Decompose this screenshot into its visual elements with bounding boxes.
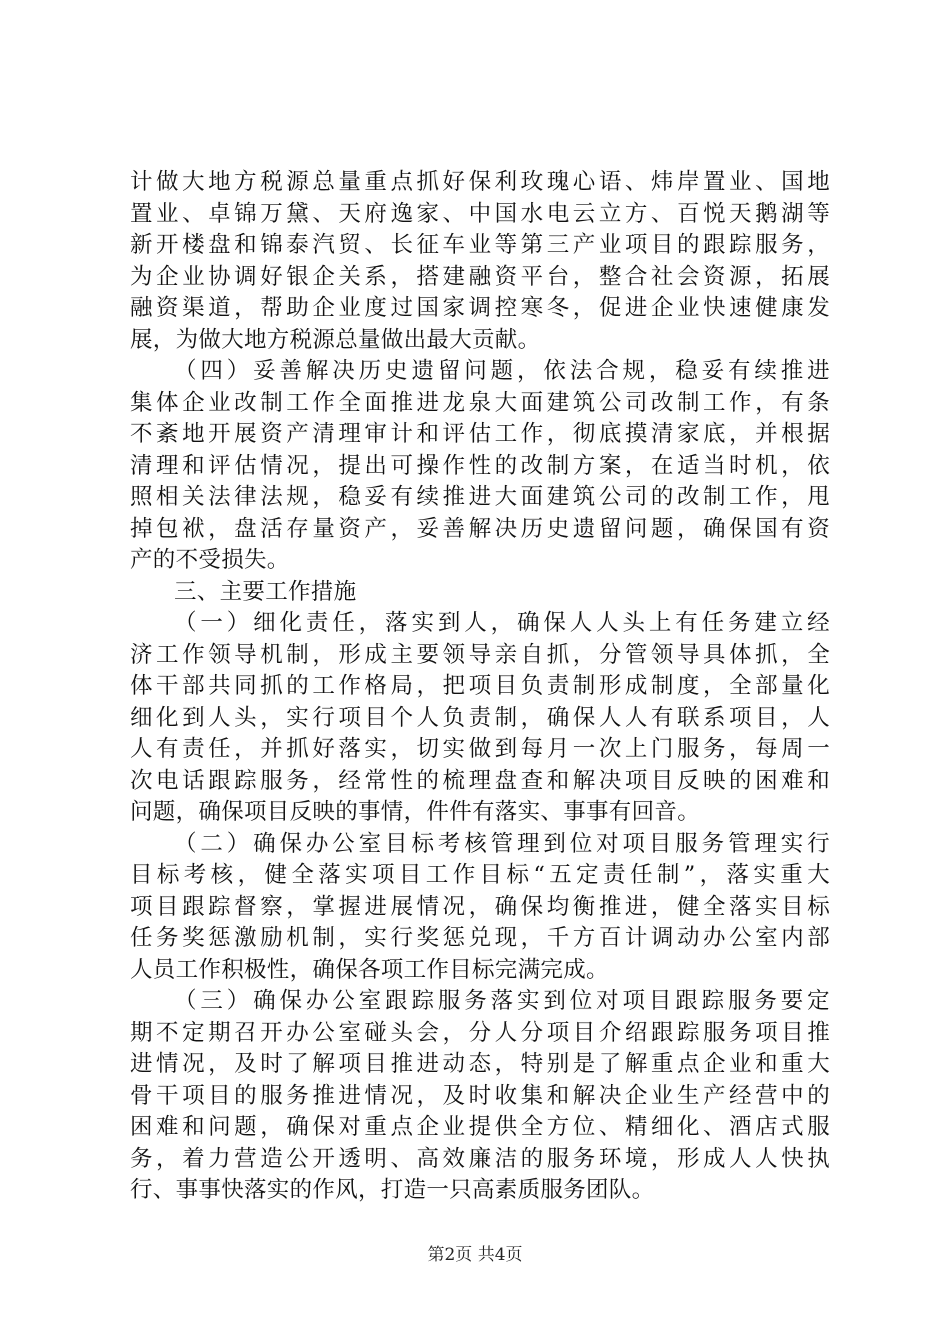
text-line: 置业、卓锦万黛、天府逸家、中国水电云立方、百悦天鹅湖等	[130, 200, 830, 227]
paragraph	[130, 356, 830, 577]
text-line: 融资渠道，帮助企业度过国家调控寒冬，促进企业快速健康发	[130, 295, 830, 321]
text-line: 项目跟踪督察，掌握进展情况，确保均衡推进，健全落实目标	[130, 893, 830, 920]
text-line: （四）妥善解决历史遗留问题，依法合规，稳妥有续推进	[174, 358, 830, 384]
text-line: 集体企业改制工作全面推进龙泉大面建筑公司改制工作，有条	[130, 389, 830, 416]
paragraph	[130, 608, 830, 829]
text-line: 三、主要工作措施	[174, 578, 357, 605]
paragraph	[130, 829, 830, 987]
text-line: 期不定期召开办公室碰头会，分人分项目介绍跟踪服务项目推	[130, 1019, 830, 1046]
text-line: （二）确保办公室目标考核管理到位对项目服务管理实行	[174, 830, 830, 857]
text-line: 目标考核，健全落实项目工作目标“五定责任制”，落实重大	[130, 862, 830, 888]
text-line: 任务奖惩激励机制，实行奖惩兑现，千方百计调动办公室内部	[130, 925, 830, 951]
text-line: 人员工作积极性，确保各项工作目标完满完成。	[130, 956, 609, 983]
text-line: 为企业协调好银企关系，搭建融资平台，整合社会资源，拓展	[130, 263, 830, 290]
text-line: 细化到人头，实行项目个人负责制，确保人人有联系项目，人	[130, 704, 830, 731]
text-line: （一）细化责任，落实到人，确保人人头上有任务建立经	[174, 610, 830, 636]
text-line: 清理和评估情况，提出可操作性的改制方案，在适当时机，依	[130, 452, 830, 479]
text-line: 新开楼盘和锦泰汽贸、长征车业等第三产业项目的跟踪服务，	[130, 232, 830, 258]
paragraph	[130, 167, 830, 356]
section-heading	[130, 577, 830, 609]
text-line: 展，为做大地方税源总量做出最大贡献。	[130, 326, 541, 353]
text-line: 务，着力营造公开透明、高效廉洁的服务环境，形成人人快执	[130, 1145, 830, 1172]
page-number-footer: 第2页 共4页	[427, 1245, 523, 1265]
text-line: 问题，确保项目反映的事情，件件有落实、事事有回音。	[130, 799, 701, 825]
text-line: 体干部共同抓的工作格局，把项目负责制形成制度，全部量化	[130, 673, 830, 699]
text-line: 产的不受损失。	[130, 547, 290, 573]
text-line: 济工作领导机制，形成主要领导亲自抓，分管领导具体抓，全	[130, 641, 830, 668]
text-line: 掉包袱，盘活存量资产，妥善解决历史遗留问题，确保国有资	[130, 515, 830, 542]
text-line: 次电话跟踪服务，经常性的梳理盘查和解决项目反映的困难和	[130, 767, 830, 794]
text-line: 困难和问题，确保对重点企业提供全方位、精细化、酒店式服	[130, 1114, 830, 1140]
text-line: 不紊地开展资产清理审计和评估工作，彻底摸清家底，并根据	[130, 421, 830, 447]
text-line: 照相关法律法规，稳妥有续推进大面建筑公司的改制工作，甩	[130, 484, 830, 510]
text-line: 人有责任，并抓好落实，切实做到每月一次上门服务，每周一	[130, 736, 830, 762]
paragraph	[130, 986, 830, 1207]
text-line: （三）确保办公室跟踪服务落实到位对项目跟踪服务要定	[174, 988, 830, 1014]
text-line: 骨干项目的服务推进情况，及时收集和解决企业生产经营中的	[130, 1082, 830, 1109]
document-body	[130, 167, 830, 1207]
text-line: 行、事事快落实的作风，打造一只高素质服务团队。	[130, 1177, 655, 1203]
text-line: 计做大地方税源总量重点抓好保利玫瑰心语、炜岸置业、国地	[130, 169, 830, 195]
text-line: 进情况，及时了解项目推进动态，特别是了解重点企业和重大	[130, 1051, 830, 1077]
